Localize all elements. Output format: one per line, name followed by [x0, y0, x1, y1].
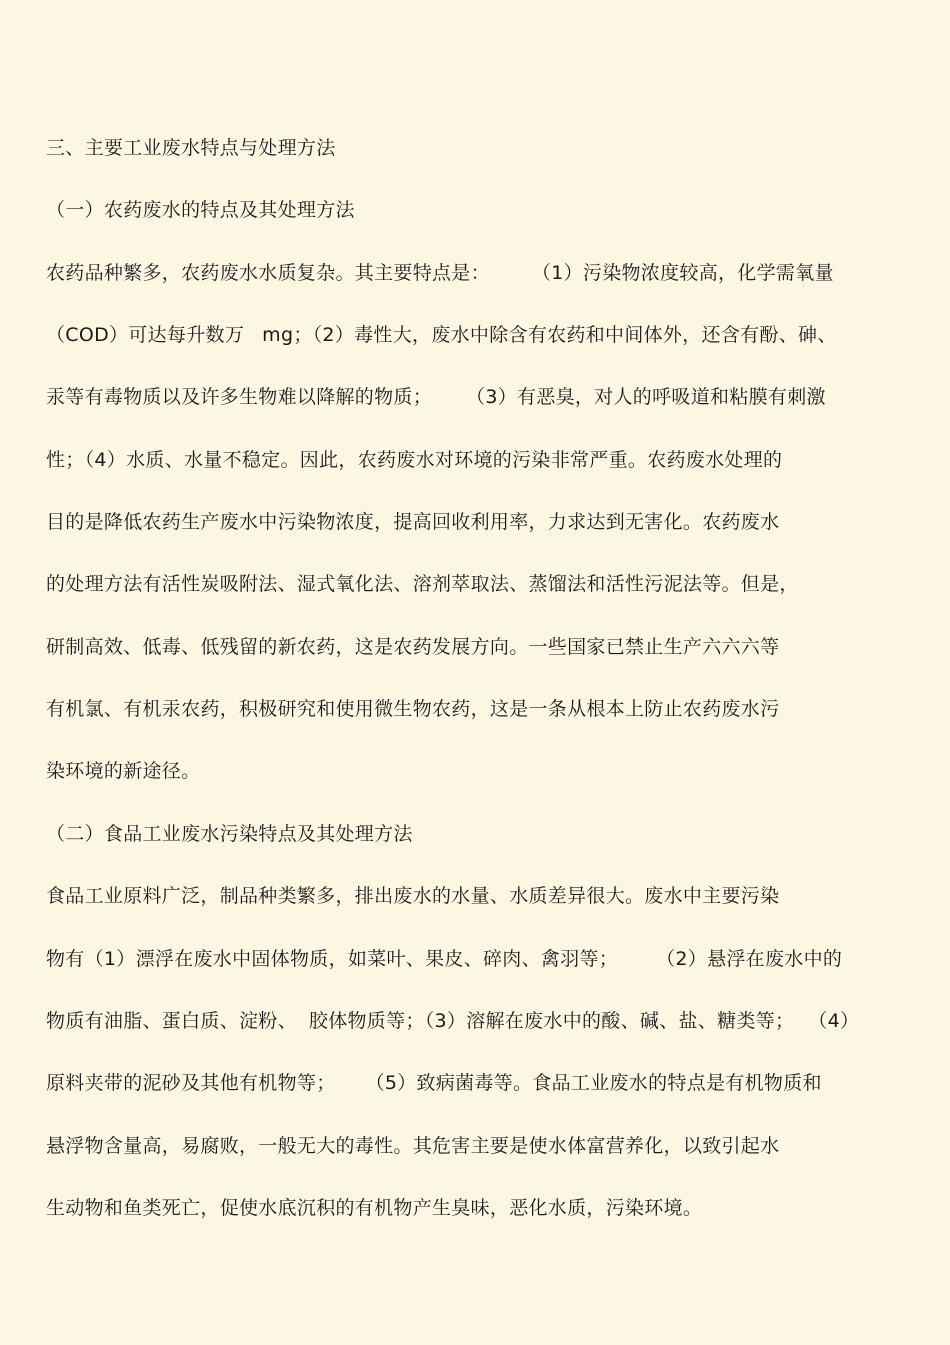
text-segment: 农药品种繁多，农药废水水质复杂。其主要特点是：	[46, 262, 490, 284]
paragraph-line	[46, 1133, 779, 1159]
text-segment: 原料夹带的泥砂及其他有机物等；	[46, 1072, 336, 1094]
text-segment: 汞等有毒物质以及许多生物难以降解的物质；	[46, 386, 433, 408]
paragraph-line	[46, 384, 826, 410]
text-segment: 染环境的新途径。	[46, 760, 201, 782]
text-segment: 的处理方法有活性炭吸附法、湿式氧化法、溶剂萃取法、蒸馏法和活性污泥法等。但是，	[46, 573, 799, 595]
text-segment: mg；（2）毒性大，废水中除含有农药和中间体外，还含有酚、砷、	[262, 324, 837, 346]
paragraph-line	[46, 260, 834, 286]
text-segment: 研制高效、低毒、低残留的新农药，这是农药发展方向。一些国家已禁止生产六六六等	[46, 636, 780, 658]
text-segment: 目的是降低农药生产废水中污染物浓度，提高回收利用率，力求达到无害化。农药废水	[46, 511, 780, 533]
paragraph-line	[46, 571, 799, 597]
text-segment: 性；（4）水质、水量不稳定。因此，农药废水对环境的污染非常严重。农药废水处理的	[46, 449, 783, 471]
paragraph-line	[46, 1008, 859, 1034]
text-segment: （COD）可达每升数万	[46, 324, 245, 346]
paragraph-line	[46, 758, 200, 784]
paragraph-line	[46, 1070, 822, 1096]
section1-heading: （一）农药废水的特点及其处理方法	[46, 199, 355, 221]
paragraph-line	[46, 696, 779, 722]
paragraph-line	[46, 946, 842, 972]
text-segment: （4）	[808, 1010, 860, 1032]
text-segment: （1）污染物浓度较高，化学需氧量	[531, 262, 834, 284]
paragraph-line	[46, 322, 837, 348]
text-segment: 生动物和鱼类死亡，促使水底沉积的有机物产生臭味，恶化水质，污染环境。	[46, 1197, 703, 1219]
text-segment: 食品工业原料广泛，制品种类繁多，排出废水的水量、水质差异很大。废水中主要污染	[46, 885, 780, 907]
text-segment: （5）致病菌毒等。食品工业废水的特点是有机物质和	[365, 1072, 822, 1094]
text-segment: 物质有油脂、蛋白质、淀粉、	[46, 1010, 297, 1032]
text-segment: 物有（1）漂浮在废水中固体物质，如菜叶、果皮、碎肉、禽羽等；	[46, 948, 619, 970]
text-segment: （3）有恶臭，对人的呼吸道和粘膜有刺激	[466, 386, 826, 408]
text-segment: 胶体物质等；（3）溶解在废水中的酸、碱、盐、糖类等；	[308, 1010, 795, 1032]
main-heading: 三、主要工业废水特点与处理方法	[46, 137, 336, 159]
paragraph-line	[46, 1195, 702, 1221]
text-segment: 悬浮物含量高，易腐败，一般无大的毒性。其危害主要是使水体富营养化，以致引起水	[46, 1135, 780, 1157]
paragraph-line	[46, 634, 779, 660]
section2-heading: （二）食品工业废水污染特点及其处理方法	[46, 823, 413, 845]
text-segment: 有机氯、有机汞农药，积极研究和使用微生物农药，这是一条从根本上防止农药废水污	[46, 698, 780, 720]
paragraph-line	[46, 883, 779, 909]
paragraph-line	[46, 509, 779, 535]
paragraph-line	[46, 447, 782, 473]
text-segment: （2）悬浮在废水中的	[656, 948, 843, 970]
